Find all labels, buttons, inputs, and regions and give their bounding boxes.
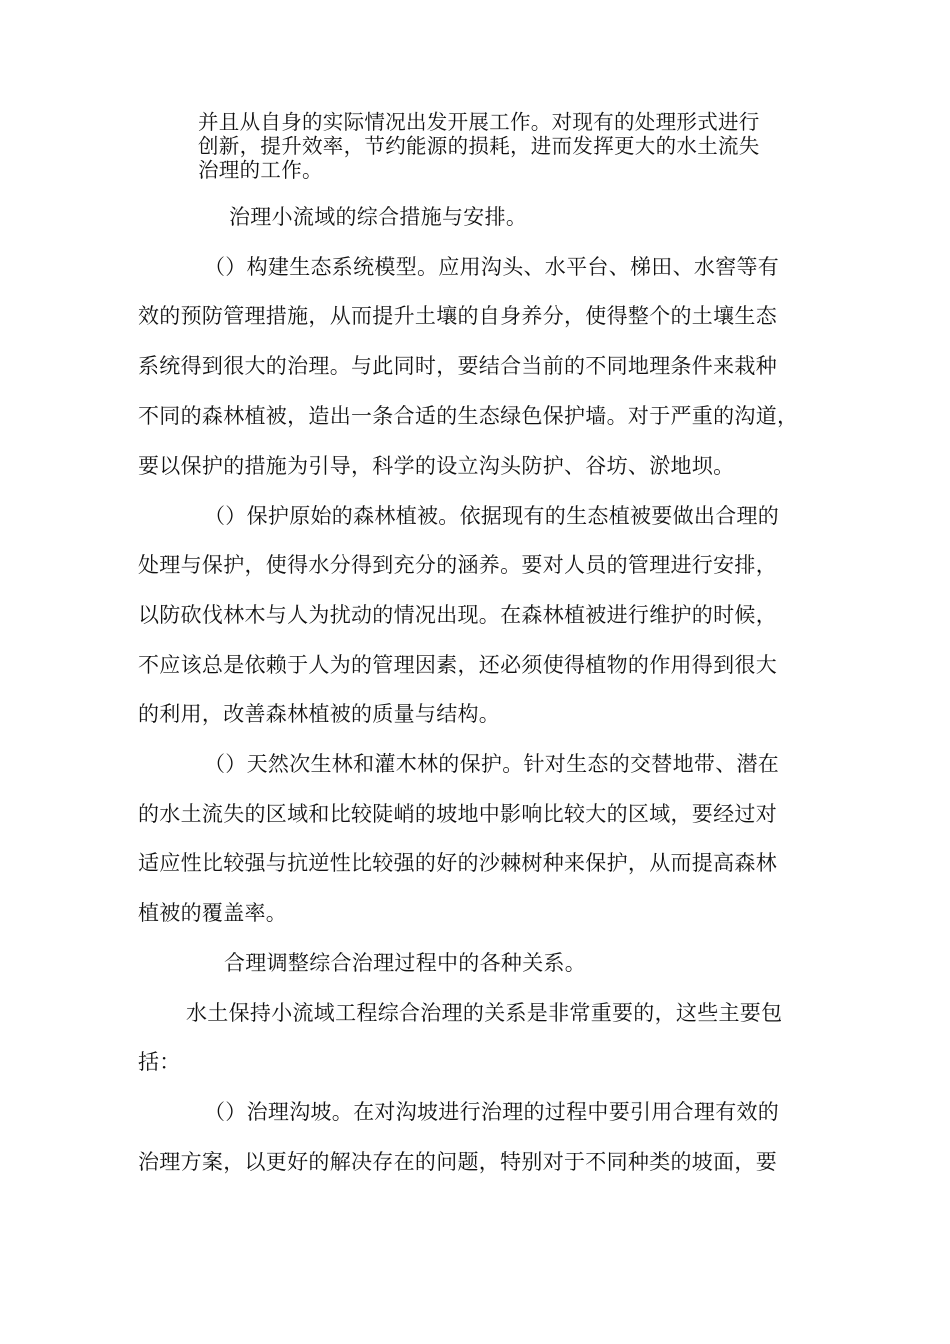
paragraph-line: 治理方案，以更好的解决存在的问题，特别对于不同种类的坡面，要 — [138, 1150, 777, 1174]
paragraph-line: 系统得到很大的治理。与此同时，要结合当前的不同地理条件来栽种 — [138, 354, 777, 378]
paragraph-line: 不应该总是依赖于人为的管理因素，还必须使得植物的作用得到很大 — [138, 653, 777, 677]
paragraph-line: 水土保持小流域工程综合治理的关系是非常重要的，这些主要包 — [186, 1001, 783, 1025]
paragraph-line: 的利用，改善森林植被的质量与结构。 — [138, 702, 501, 726]
paragraph-line: 处理与保护，使得水分得到充分的涵养。要对人员的管理进行安排， — [138, 553, 777, 577]
paragraph-line: 不同的森林植被，造出一条合适的生态绿色保护墙。对于严重的沟道， — [138, 404, 799, 428]
intro-line: 创新，提升效率，节约能源的损耗，进而发挥更大的水土流失 — [198, 134, 760, 158]
section-heading: 治理小流域的综合措施与安排。 — [229, 205, 528, 229]
paragraph-line: （）治理沟坡。在对沟坡进行治理的过程中要引用合理有效的 — [204, 1100, 780, 1124]
intro-line: 治理的工作。 — [198, 158, 323, 182]
paragraph-line: 的水土流失的区域和比较陡峭的坡地中影响比较大的区域，要经过对 — [138, 802, 777, 826]
paragraph-line: （）保护原始的森林植被。依据现有的生态植被要做出合理的 — [204, 504, 780, 528]
paragraph-line: 效的预防管理措施，从而提升土壤的自身养分，使得整个的土壤生态 — [138, 304, 777, 328]
paragraph-line: 植被的覆盖率。 — [138, 901, 288, 925]
paragraph-line: （）天然次生林和灌木林的保护。针对生态的交替地带、潜在 — [204, 752, 780, 776]
paragraph-line: 括： — [138, 1050, 181, 1074]
intro-line: 并且从自身的实际情况出发开展工作。对现有的处理形式进行 — [198, 110, 760, 134]
section-heading: 合理调整综合治理过程中的各种关系。 — [224, 951, 587, 975]
paragraph-line: （）构建生态系统模型。应用沟头、水平台、梯田、水窖等有 — [204, 255, 780, 279]
paragraph-line: 要以保护的措施为引导，科学的设立沟头防护、谷坊、淤地坝。 — [138, 454, 735, 478]
paragraph-line: 以防砍伐林木与人为扰动的情况出现。在森林植被进行维护的时候， — [138, 603, 777, 627]
paragraph-line: 适应性比较强与抗逆性比较强的好的沙棘树种来保护，从而提高森林 — [138, 851, 777, 875]
